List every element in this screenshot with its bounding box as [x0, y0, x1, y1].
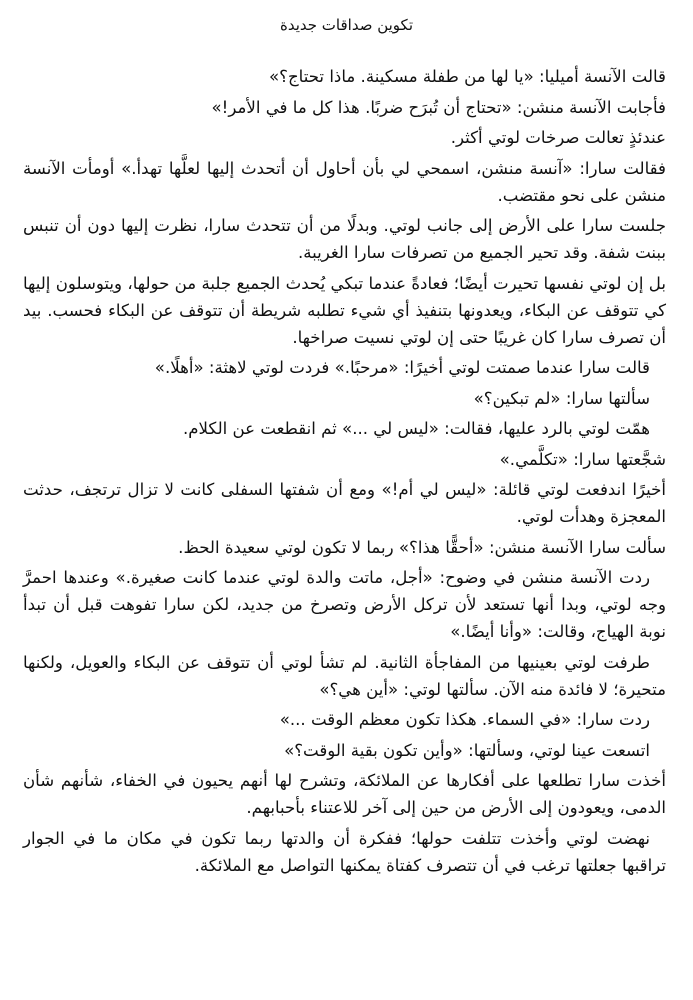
paragraph: ردت سارا: «في السماء. هكذا تكون معظم الوقت ...» — [279, 710, 650, 729]
paragraph: فقالت سارا: «آنسة منشن، اسمحي لي بأن أحاول أن أتحدث إليها لعلَّها تهدأ.» أومأت الآنسة منشن على نحو مقتضب. — [23, 158, 666, 205]
paragraph: طرفت لوتي بعينيها من المفاجأة الثانية. لم تشأ لوتي أن تتوقف عن البكاء والعويل، ولكنها متحيرة؛ لا فائدة منه الآن. سألتها لوتي: «أين هي؟» — [23, 652, 666, 699]
paragraph: اتسعت عينا لوتي، وسألتها: «وأين تكون بقية الوقت؟» — [284, 740, 650, 760]
paragraph: أخذت سارا تطلعها على أفكارها عن الملائكة، وتشرح لها أنهم يحيون في الخفاء، شأنهم شأن الدمى، ويعودون إلى الأرض من حين إلى آخر للاعتناء بأحبابهم. — [23, 771, 666, 817]
paragraph: سألتها سارا: «لم تبكين؟» — [473, 388, 650, 408]
paragraph: بل إن لوتي نفسها تحيرت أيضًا؛ فعادةً عندما تبكي يُحدث الجميع جلبة من حولها، ويتوسلون إليها كي تتوقف عن البكاء، ويعدونها بتنفيذ أي شيء تطلبه شريطة أن تتوقف عن البكاء فحسب. بيد أن تصرف سارا كان غريبًا حتى إن لوتي نسيت صراخها. — [23, 273, 666, 347]
paragraph: همّت لوتي بالرد عليها، فقالت: «ليس لي ...» ثم انقطعت عن الكلام. — [182, 419, 650, 438]
paragraph: شجَّعتها سارا: «تكلَّمي.» — [499, 449, 666, 469]
paragraph: ردت الآنسة منشن في وضوح: «أجل، ماتت والدة لوتي عندما كانت صغيرة.» وعندها احمرَّ وجه لوتي، وبدا أنها تستعد لأن تركل الأرض وتصرخ من جديد، لكن سارا تفوهت قبل أن تبدأ نوبة الهياج، وقالت: «وأنا أيضًا.» — [23, 568, 666, 641]
paragraph: جلست سارا على الأرض إلى جانب لوتي. وبدلًا من أن تتحدث سارا، نظرت إليها دون أن تنبس ببنت شفة. وقد تحير الجميع من تصرفات سارا الغريبة. — [23, 216, 666, 262]
paragraph: قالت سارا عندما صمتت لوتي أخيرًا: «مرحبًا.» فردت لوتي لاهثة: «أهلًا.» — [154, 358, 650, 377]
paragraph: عندئذٍ تعالت صرخات لوتي أكثر. — [450, 128, 666, 147]
running-head: تكوين صداقات جديدة — [279, 16, 414, 34]
paragraph: قالت الآنسة أميليا: «يا لها من طفلة مسكينة. ماذا تحتاج؟» — [268, 67, 666, 86]
paragraph: فأجابت الآنسة منشن: «تحتاج أن تُبرَح ضربًا. هذا كل ما في الأمر!» — [211, 97, 666, 117]
paragraph: أخيرًا اندفعت لوتي قائلة: «ليس لي أم!» ومع أن شفتها السفلى كانت لا تزال ترتجف، حدثت المعجزة وهدأت لوتي. — [23, 480, 666, 526]
paragraph: نهضت لوتي وأخذت تتلفت حولها؛ ففكرة أن والدتها ربما تكون في مكان ما في الجوار تراقبها جعلتها ترغب في أن تتصرف كفتاة يمكنها التواصل مع الملائكة. — [23, 828, 666, 875]
paragraph: سألت سارا الآنسة منشن: «أحقًّا هذا؟» ربما لا تكون لوتي سعيدة الحظ. — [178, 537, 666, 557]
body-text — [23, 63, 666, 882]
